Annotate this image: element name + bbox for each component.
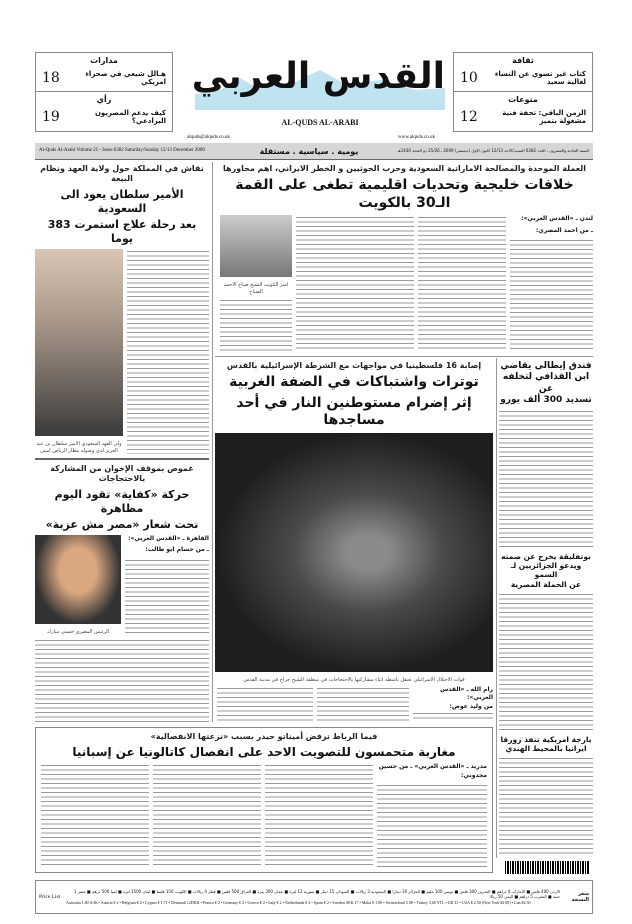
westbank-headline: إثر إضرام مستوطنين النار في أحد مساجدها <box>236 394 472 429</box>
egypt-story <box>35 464 209 722</box>
sultan-body-row <box>35 249 209 454</box>
egypt-byline-col <box>125 535 209 635</box>
lead-headline: خلافات خليجية وتحديات اقليمية تطغى على القمة الـ30 بالكويت <box>235 177 574 211</box>
column-rule <box>212 162 213 722</box>
egypt-subheadline: غموض بموقف الإخوان من المشاركة بالاحتجاجات <box>50 464 194 484</box>
egypt-headline: حركة «كفاية» تقود اليوم مظاهرة <box>54 487 190 515</box>
column-rule <box>496 358 497 858</box>
italy-headline <box>499 361 593 406</box>
morocco-story-box <box>35 727 493 873</box>
teaser-culture[interactable] <box>454 53 592 92</box>
egypt-body <box>35 638 209 722</box>
lead-body-col <box>418 215 506 352</box>
warship-headline <box>499 735 593 754</box>
teaser-madarat[interactable] <box>36 53 172 92</box>
teaser-title: كيف يدعم المصريون البرادعي؟ <box>94 109 166 126</box>
lead-body <box>216 215 593 352</box>
left-teaser-box <box>35 52 173 132</box>
morocco-body <box>153 763 261 868</box>
headline-line: فندق إيطالي يقاضي <box>500 361 592 371</box>
sultan-headline: بعد رحلة علاج استمرت 383 يوما <box>47 218 197 246</box>
westbank-body-row <box>215 686 493 722</box>
egypt-body <box>125 558 209 635</box>
logo-english: AL-QUDS AL-ARABI <box>281 118 359 127</box>
photo-caption: الرئيس المصري حسني مبارك <box>47 628 109 635</box>
westbank-story <box>215 361 493 722</box>
lead-byline-col <box>510 215 593 352</box>
bouteflika-headline <box>499 552 593 590</box>
lead-body-col <box>220 298 292 352</box>
teaser-title: الزمن الباقي: تحفة فنية مشغولة بتميز <box>502 109 586 126</box>
dateline: مدريد ـ «القدس العربي» ـ من حسين مجدوبي: <box>378 763 487 779</box>
right-teaser-box <box>453 52 593 132</box>
morocco-byline-col <box>377 763 487 868</box>
westbank-byline-col <box>413 686 493 722</box>
teaser-section: رأي <box>96 95 112 104</box>
prince-sultan-photo <box>35 249 123 436</box>
teaser-opinion[interactable] <box>36 92 172 131</box>
westbank-body <box>217 686 313 722</box>
egypt-top-row <box>35 535 209 635</box>
price-list-label-arabic: سعر النسخة <box>571 890 589 903</box>
sultan-subheadline: نقاش في المملكة حول ولاية العهد ونظام البيعة <box>40 164 204 184</box>
logo <box>191 48 445 133</box>
westbank-headline: توترات واشتباكات في الضفة الغربية <box>229 374 479 391</box>
logo-arabic: القدس العربي <box>191 56 445 97</box>
bouteflika-body <box>499 592 593 732</box>
dateline: لندن ـ «القدس العربي»: <box>521 215 593 223</box>
westbank-body <box>317 686 409 722</box>
divider <box>215 356 593 357</box>
mubarak-photo <box>35 535 121 624</box>
westbank-body <box>413 711 493 722</box>
teaser-section: منوعات <box>508 95 538 104</box>
morocco-headline: مغاربة متحمسون للتصويت الاحد على انفصال كاتالونيا عن إسبانيا <box>72 745 456 760</box>
headline-line: بارجة امريكية تنفذ زورقا <box>500 734 592 744</box>
byline: ـ من احمد المصري: <box>535 226 593 234</box>
warship-body <box>499 756 593 856</box>
lead-body-col <box>510 238 593 352</box>
teaser-misc[interactable] <box>454 92 592 131</box>
morocco-body <box>265 763 373 868</box>
photo-caption: ولي العهد السعودي الامير سلطان بن عبد العزيز لدى وصوله مطار الرياض امس <box>36 441 122 454</box>
dateline: رام الله ـ «القدس العربي»: <box>440 686 493 702</box>
issue-info-english: Al-Quds Al-Arabi Volume 21 - Issue 6382 Saturday/Sunday 12/13 December 2009 <box>39 148 205 153</box>
headline-line: بوتفليقة يخرج عن صمته <box>501 551 591 561</box>
teaser-page: 18 <box>42 70 60 87</box>
right-column <box>499 361 593 856</box>
byline: من وليد عوض: <box>449 702 493 710</box>
headline-line: ايرانيا بالمحيط الهندي <box>505 743 587 753</box>
westbank-subheadline: إصابة 16 فلسطينيا في مواجهات مع الشرطة الإسرائيلية بالقدس <box>226 361 482 370</box>
teaser-section: مدارات <box>90 56 118 65</box>
egypt-headline: تحت شعار «مصر مش عزبة» <box>45 518 199 532</box>
issue-info-arabic: السنة الحادية والعشرون ـ العدد 6382 السبت/الاحد 12/13 كانون الاول (ديسمبر) 2009 ـ 25/26 ذو الحجة 1430هـ <box>397 148 589 154</box>
sultan-story <box>35 164 209 454</box>
lead-body-col <box>296 215 414 352</box>
italy-body <box>499 409 593 549</box>
headline-line: ويدعو الجزائريين لـ السمو <box>510 560 582 580</box>
teaser-title: كتاب غير تسوي عن النساء لغالية سعيد <box>494 70 586 87</box>
morocco-body-row <box>41 763 487 868</box>
price-list <box>35 880 593 914</box>
price-list-body <box>66 889 560 905</box>
morocco-body <box>377 783 487 868</box>
email-link[interactable]: alquds@alquds.co.uk <box>187 135 230 140</box>
teaser-page: 10 <box>460 70 478 87</box>
headline-line: تسديد 300 ألف يورو <box>500 394 592 405</box>
sultan-headline: الأمير سلطان يعود الى السعودية <box>60 187 184 215</box>
sultan-photo-col <box>35 249 123 454</box>
teaser-page: 12 <box>460 109 478 126</box>
headline-line: ابن القذافي لتخلفه عن <box>502 372 590 394</box>
teaser-section: ثقافة <box>512 56 534 65</box>
teaser-title: هـالل شيعي في صحراء امريكي <box>85 70 166 87</box>
lead-story <box>216 164 593 352</box>
price-list-label: Price List <box>39 893 61 900</box>
tagline: يومية . سياسية . مستقلة <box>259 146 359 156</box>
info-bar <box>35 143 593 160</box>
website-link[interactable]: www.alquds.co.uk <box>398 135 436 140</box>
divider <box>35 458 209 460</box>
lead-photo-col <box>220 215 292 352</box>
dateline: القاهرة ـ «القدس العربي»: <box>128 535 209 543</box>
kuwait-emir-photo <box>220 215 292 277</box>
headline-line: عن الحملة المصرية <box>510 579 582 589</box>
barcode <box>505 861 590 874</box>
morocco-body <box>41 763 149 868</box>
teaser-page: 19 <box>42 109 60 126</box>
price-list-arabic: الاردن 400 فلس ■ الامارات 4 دراهم ■ البحرين 300 فلس ■ تونس 100 مليم ■ الجزائر 30 دينارا ■ السعودية 3 ريالات ■ السودان 15 دينار ■ سورية 12 ليرة ■ عمان 300 بيزة ■ العراق 500 فلس ■ قطر 4 ريالات ■ الكويت 150 فلسا ■ لبنان 1500 ليرة ■ ليبيا 500 درهم ■ مصر 1 جنيه ■ المغرب 5 دراهم ■ اليمن 50 ريالا <box>73 889 560 899</box>
photo-caption: امير الكويت الشيخ صباح الاحمد الصباح <box>223 282 289 295</box>
arrest-photo <box>215 433 493 672</box>
photo-caption: قوات الاحتلال الاسرائيلي تعتقل ناشطة اثناء مشاركتها بالاحتجاجات في منطقة الشيخ جراح في مدينة القدس <box>243 676 465 683</box>
sultan-body <box>127 249 209 454</box>
lead-subheadline: العملة الموحدة والمصالحة الاماراتية السعودية وحرب الحوثيين و الخطر الايراني، اهم محاورها <box>223 164 586 173</box>
egypt-photo-col <box>35 535 121 635</box>
price-list-english: Australia 1.80 A.Rs • Austria € 2 • Belgium € 2 • Cyprus € 1.71 • Denmark 12DKK • France € 2 • Germany € 2 • Greece € 2 • Italy € 2 • Netherlands € 2 • Spain € 2 • Sweden SEK 17 • Malta € 1.80 • Switzerland 3 SF • Turkey 3.60 YTL • UK £1 • USA $ 2.50 (New York $2.00) • Can $2.50 <box>66 900 531 905</box>
morocco-subheadline: فيما الرباط ترفض أميناتو حيدر بسبب «نزعتها الانفصالية» <box>150 732 378 741</box>
byline: ـ من حسام ابو طالب: <box>145 546 209 554</box>
